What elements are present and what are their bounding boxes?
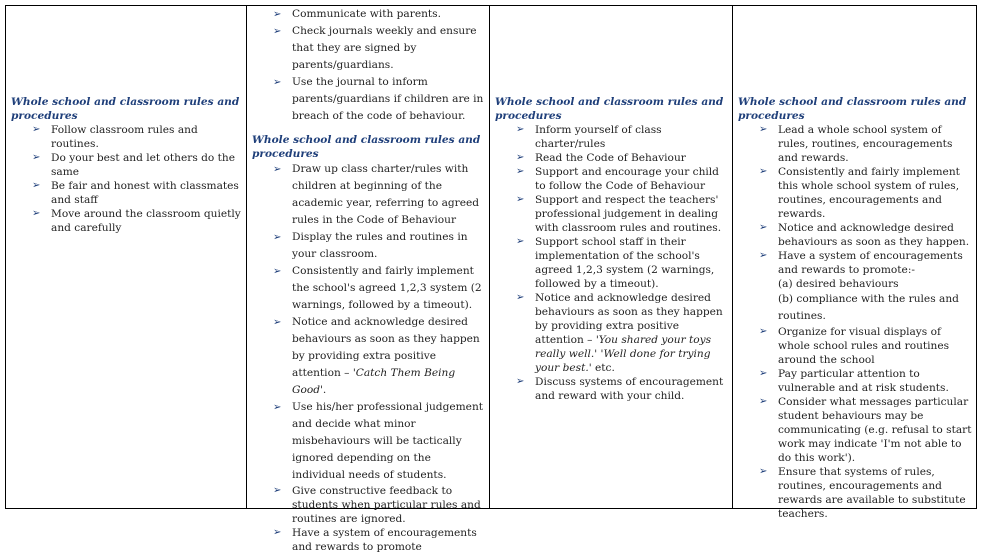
rules-list [252, 161, 485, 554]
list-item: ➢ Follow classroom rules and routines. [32, 124, 198, 150]
arrow-bullet-icon: ➢ [759, 222, 768, 233]
arrow-bullet-icon: ➢ [32, 124, 41, 135]
column-teachers [247, 6, 490, 553]
list-item: ➢ Notice and acknowledge desired behaviours as soon as they happen by providing extra positive attention – 'You shared your toys really well.' 'Well done for trying your best.' etc. [516, 292, 723, 374]
arrow-bullet-icon: ➢ [759, 166, 768, 177]
arrow-bullet-icon: ➢ [273, 485, 282, 496]
arrow-bullet-icon: ➢ [759, 396, 768, 407]
arrow-bullet-icon: ➢ [273, 164, 282, 175]
list-item: ➢ Support and encourage your child to follow the Code of Behaviour [516, 166, 719, 192]
section-heading: Whole school and classroom rules and procedures [252, 134, 481, 160]
list-item: ➢ Communicate with parents. [252, 6, 485, 23]
list-item: ➢ Support and respect the teachers' professional judgement in dealing with classroom rules and routines. [516, 194, 722, 234]
list-item: ➢ Consistently and fairly implement the school's agreed 1,2,3 system (2 warnings, followed by a timeout). [273, 265, 482, 311]
list-item: ➢ Support school staff in their implementation of the school's agreed 1,2,3 system (2 warnings, followed by a timeout). [516, 236, 715, 290]
list-item: ➢ Give constructive feedback to students when particular rules and routines are ignored. [273, 485, 481, 525]
arrow-bullet-icon: ➢ [273, 402, 282, 413]
list-item: ➢ Have a system of encouragements and rewards to promote [273, 527, 477, 553]
arrow-bullet-icon: ➢ [516, 292, 525, 303]
responsibilities-table [5, 5, 977, 553]
list-item: ➢ Consistently and fairly implement this whole school system of rules, routines, encouragements and rewards. [759, 166, 960, 220]
arrow-bullet-icon: ➢ [759, 124, 768, 135]
list-item: ➢ Move around the classroom quietly and carefully [32, 208, 241, 234]
arrow-bullet-icon: ➢ [759, 326, 768, 337]
rules-list [11, 123, 242, 235]
arrow-bullet-icon: ➢ [759, 466, 768, 477]
arrow-bullet-icon: ➢ [273, 77, 282, 88]
arrow-bullet-icon: ➢ [273, 232, 282, 243]
list-item: ➢ Consider what messages particular student behaviours may be communicating (e.g. refusal to start work may indicate 'I'm not able to do this work'). [759, 396, 972, 464]
arrow-bullet-icon: ➢ [273, 527, 282, 538]
list-item: ➢ Use his/her professional judgement and decide what minor misbehaviours will be tactically ignored depending on the individual needs of students. [273, 401, 484, 481]
list-item: ➢ Organize for visual displays of whole school rules and routines around the school [759, 326, 950, 366]
section-heading: Whole school and classroom rules and procedures [495, 96, 724, 122]
sub-item: (b) compliance with the rules and routines. [778, 293, 959, 322]
list-item: ➢ Notice and acknowledge desired behaviours as soon as they happen by providing extra positive attention – 'Catch Them Being Good'. [273, 316, 480, 396]
arrow-bullet-icon: ➢ [759, 368, 768, 379]
arrow-bullet-icon: ➢ [32, 180, 41, 191]
list-item: ➢ Use the journal to inform parents/guardians if children are in breach of the code of behaviour. [273, 76, 484, 122]
section-heading: Whole school and classroom rules and procedures [738, 96, 967, 122]
list-item: ➢ Inform yourself of class charter/rules [516, 124, 662, 150]
list-item: ➢ Discuss systems of encouragement and reward with your child. [516, 376, 724, 402]
list-item: ➢ Display the rules and routines in your classroom. [273, 231, 468, 260]
list-item: ➢ Be fair and honest with classmates and staff [32, 180, 239, 206]
arrow-bullet-icon: ➢ [273, 317, 282, 328]
rules-list [738, 123, 972, 521]
list-item: ➢ Draw up class charter/rules with children at beginning of the academic year, referring to agreed rules in the Code of Behaviour [273, 163, 480, 226]
arrow-bullet-icon: ➢ [516, 194, 525, 205]
arrow-bullet-icon: ➢ [32, 208, 41, 219]
list-item: ➢ Pay particular attention to vulnerable and at risk students. [759, 368, 949, 394]
column-parents [490, 6, 733, 508]
list-item: ➢ Ensure that systems of rules, routines, encouragements and rewards are available to substitute teachers. [759, 466, 966, 520]
column-students [6, 6, 247, 508]
arrow-bullet-icon: ➢ [516, 376, 525, 387]
arrow-bullet-icon: ➢ [516, 124, 525, 135]
arrow-bullet-icon: ➢ [759, 250, 768, 261]
list-item: ➢ Notice and acknowledge desired behaviours as soon as they happen. [759, 222, 970, 248]
arrow-bullet-icon: ➢ [516, 236, 525, 247]
list-item: ➢ Read the Code of Behaviour [516, 152, 686, 164]
arrow-bullet-icon: ➢ [516, 166, 525, 177]
arrow-bullet-icon: ➢ [273, 9, 282, 20]
arrow-bullet-icon: ➢ [273, 266, 282, 277]
list-item: ➢ Check journals weekly and ensure that they are signed by parents/guardians. [273, 25, 477, 71]
arrow-bullet-icon: ➢ [32, 152, 41, 163]
list-item: ➢ Have a system of encouragements and rewards to promote:- (a) desired behaviours (b) compliance with the rules and routines. [738, 249, 972, 325]
section-heading: Whole school and classroom rules and procedures [11, 96, 240, 122]
rules-list [495, 123, 728, 403]
list-item: ➢ Do your best and let others do the same [32, 152, 236, 178]
arrow-bullet-icon: ➢ [516, 152, 525, 163]
list-item: ➢ Lead a whole school system of rules, routines, encouragements and rewards. [759, 124, 953, 164]
column-principal [733, 6, 976, 520]
arrow-bullet-icon: ➢ [273, 26, 282, 37]
communication-list [252, 6, 485, 125]
sub-item: (a) desired behaviours [778, 278, 899, 290]
